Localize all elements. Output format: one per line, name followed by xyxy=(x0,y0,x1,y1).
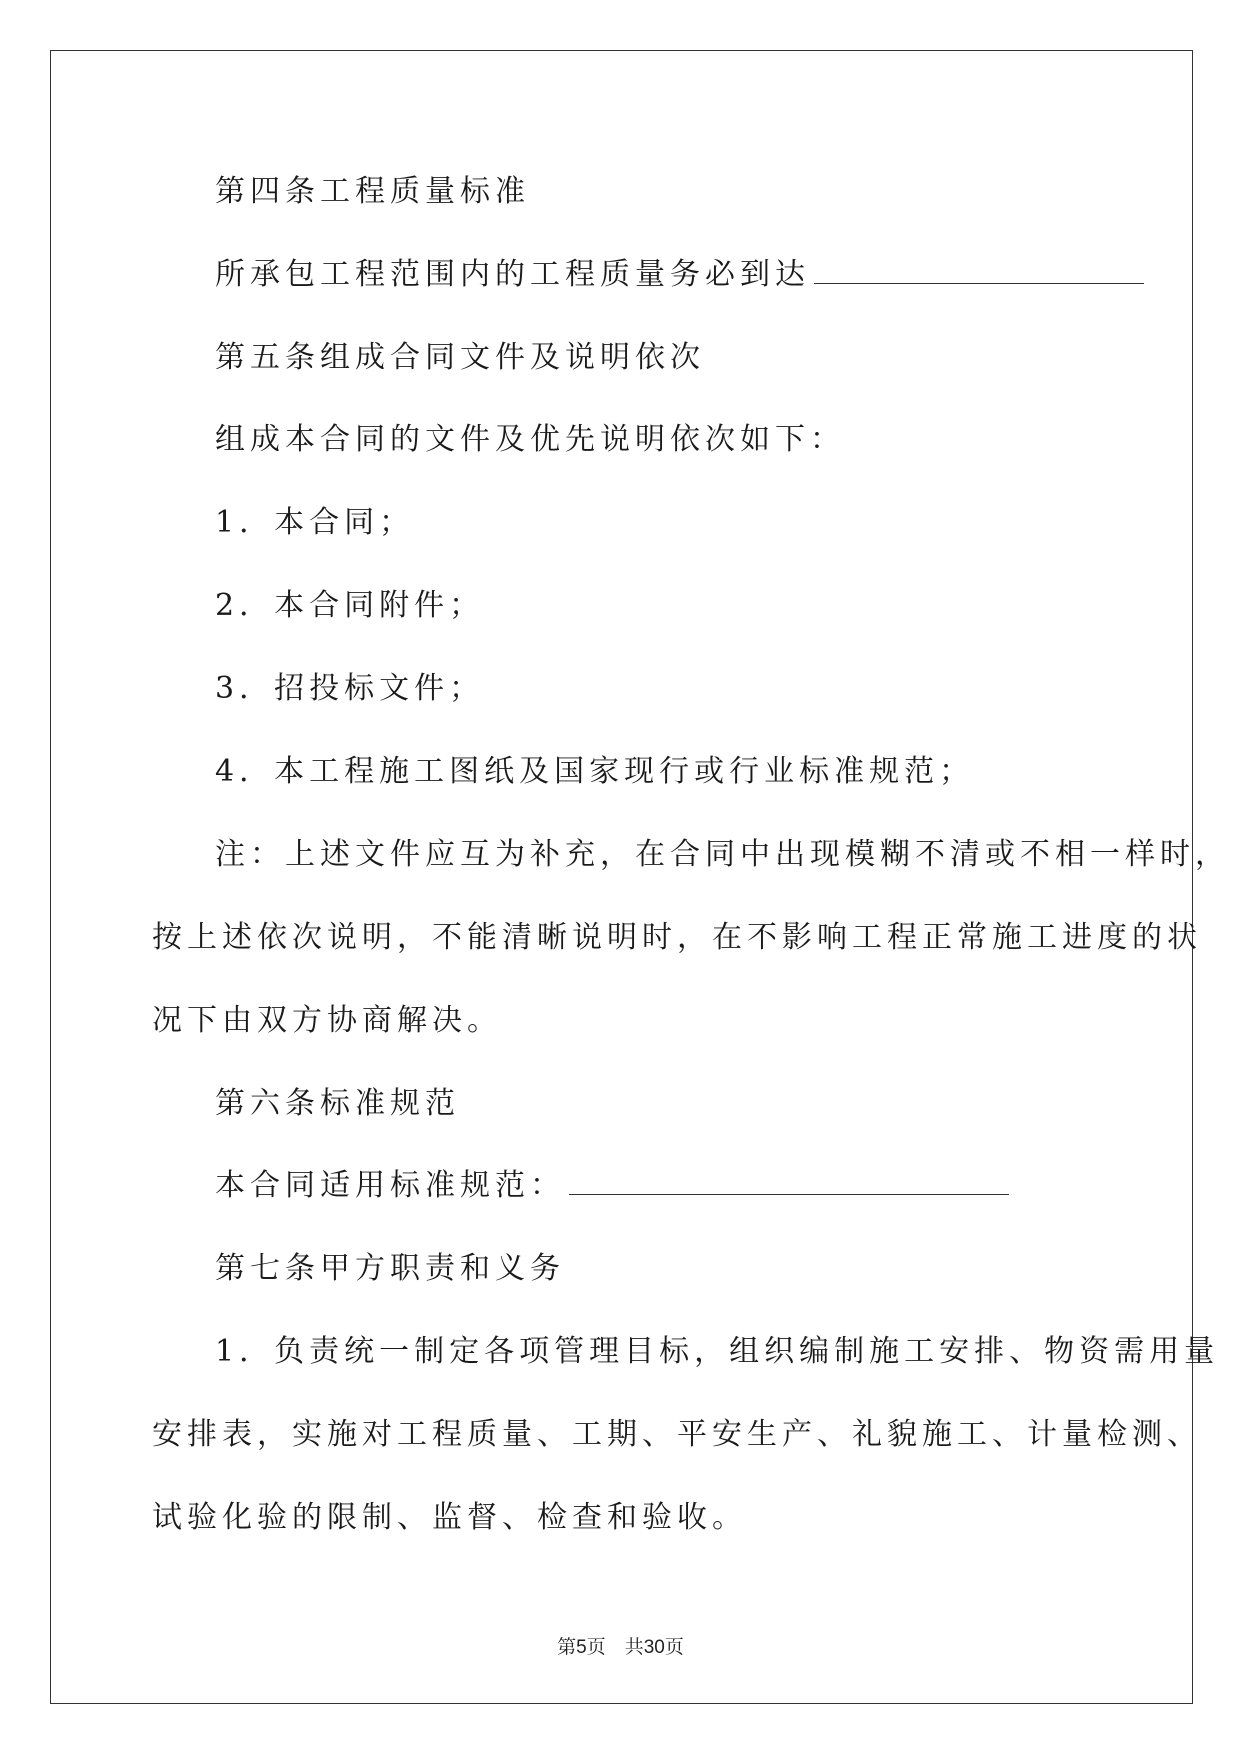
page-footer xyxy=(0,1632,1241,1659)
list-item-3: 3．招投标文件； xyxy=(215,671,485,706)
clause-5-heading: 第五条组成合同文件及说明依次 xyxy=(215,340,705,375)
clause-6-heading: 第六条标准规范 xyxy=(215,1086,460,1121)
clause-4-heading: 第四条工程质量标准 xyxy=(215,174,530,209)
clause-6-text: 本合同适用标准规范： xyxy=(215,1168,565,1203)
clause-7-item-1-line-1: 1．负责统一制定各项管理目标，组织编制施工安排、物资需用量 xyxy=(215,1334,1220,1369)
note-line-3: 况下由双方协商解决。 xyxy=(152,1003,502,1038)
clause-7-item-1-line-2: 安排表，实施对工程质量、工期、平安生产、礼貌施工、计量检测、 xyxy=(152,1417,1202,1452)
clause-6-body xyxy=(215,1166,1009,1206)
footer-suffix: 页 xyxy=(664,1637,684,1658)
list-item-1: 1．本合同； xyxy=(215,505,415,540)
note-line-1: 注：上述文件应互为补充，在合同中出现模糊不清或不相一样时， xyxy=(215,837,1230,872)
list-item-4: 4．本工程施工图纸及国家现行或行业标准规范； xyxy=(215,754,975,789)
total-pages: 30 xyxy=(643,1637,665,1658)
clause-7-item-1-line-3: 试验化验的限制、监督、检查和验收。 xyxy=(152,1500,747,1535)
standards-blank[interactable] xyxy=(569,1168,1009,1195)
page-number: 5 xyxy=(576,1637,587,1658)
page-border xyxy=(50,50,1193,1704)
footer-prefix: 第 xyxy=(557,1637,577,1658)
clause-7-heading: 第七条甲方职责和义务 xyxy=(215,1251,565,1286)
clause-4-body xyxy=(215,255,1144,295)
note-line-2: 按上述依次说明，不能清晰说明时，在不影响工程正常施工进度的状 xyxy=(152,920,1202,955)
quality-standard-blank[interactable] xyxy=(814,257,1144,284)
footer-mid: 页 共 xyxy=(586,1637,644,1658)
clause-5-intro: 组成本合同的文件及优先说明依次如下： xyxy=(215,422,845,457)
list-item-2: 2．本合同附件； xyxy=(215,588,485,623)
clause-4-text: 所承包工程范围内的工程质量务必到达 xyxy=(215,257,810,292)
